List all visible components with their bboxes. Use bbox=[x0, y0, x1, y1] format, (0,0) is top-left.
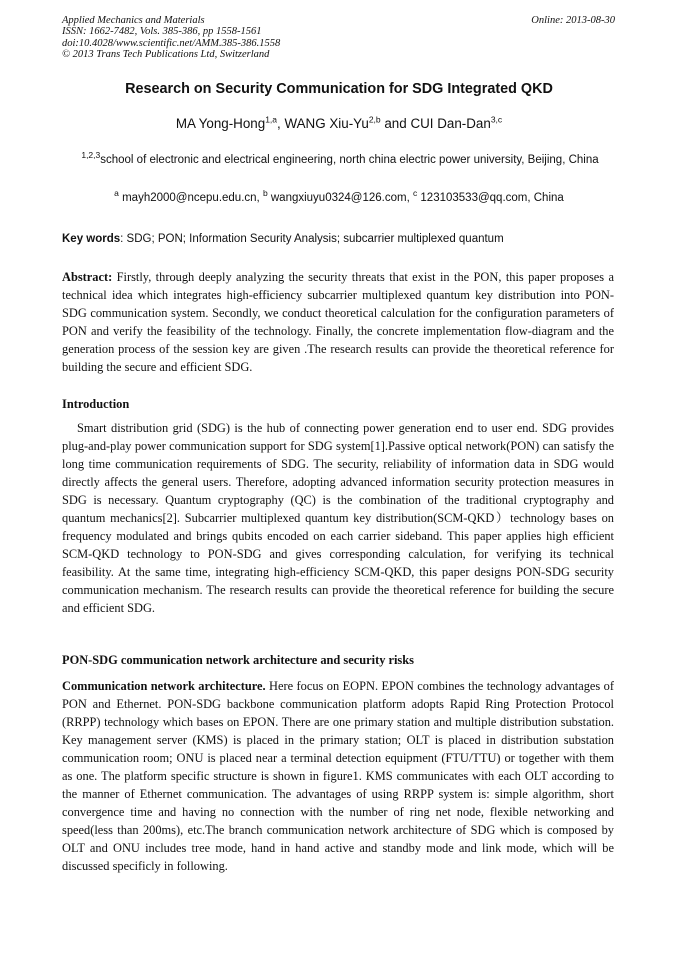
author-separator: , bbox=[277, 116, 285, 131]
abstract-label: Abstract: bbox=[62, 270, 113, 284]
issn-line: ISSN: 1662-7482, Vols. 385-386, pp 1558-1561 bbox=[62, 26, 262, 38]
paper-title: Research on Security Communication for SDG Integrated QKD bbox=[125, 81, 553, 97]
keywords-text: : SDG; PON; Information Security Analysis; subcarrier multiplexed quantum bbox=[120, 233, 504, 245]
online-date: Online: 2013-08-30 bbox=[531, 15, 615, 26]
email-link[interactable]: 123103533@qq.com, China bbox=[417, 192, 564, 204]
author-superscript: 3,c bbox=[490, 114, 503, 125]
abstract-text: Firstly, through deeply analyzing the security threats that exist in the PON, this paper proposes a technical idea which integrates high-efficiency subcarrier multiplexed quantum key distribution into PON-SDG communication system. Secondly, we conduct theoretical calculation for the configuration parameters of PON and verify the feasibility of the technology. Finally, the concrete implementation flow-diagram and the generation process of the session key are given .The research results can provide the theoretical reference for building the secure and efficient SDG. bbox=[62, 270, 614, 374]
journal-header bbox=[62, 15, 280, 61]
email-superscript: b bbox=[262, 188, 268, 199]
architecture-paragraph bbox=[62, 677, 614, 875]
author-name: MA Yong-Hong bbox=[175, 116, 266, 131]
doi-line: doi:10.4028/www.scientific.net/AMM.385-386.1558 bbox=[62, 37, 281, 49]
section-heading: PON-SDG communication network architecture and security risks bbox=[62, 653, 414, 667]
introduction-heading: Introduction bbox=[62, 397, 130, 411]
email-list bbox=[0, 188, 678, 204]
subsection-label: Communication network architecture. bbox=[62, 679, 266, 693]
affiliation-superscript: 1,2,3 bbox=[81, 150, 101, 161]
email-superscript: c bbox=[412, 188, 418, 199]
author-name: CUI Dan-Dan bbox=[410, 116, 491, 131]
author-separator: and bbox=[380, 116, 411, 131]
abstract-paragraph bbox=[62, 268, 614, 376]
architecture-text: Here focus on EOPN. EPON combines the technology advantages of PON and Ethernet. PON-SDG backbone communication platform adopts Rapid Ring Protection Protocol (RRPP) technology which bases on EPON. There are one primary station and multiple distribution substation. Key management server (KMS) is placed in the primary station; OLT is placed in distribution substation communication room; ONU is placed near a terminal detection equipment (FTU/TTU) or together with them as one. The platform specific structure is shown in figure1. KMS communicates with each OLT according to the manner of Ethernet communication. The advantages of using RRPP system is: simple algorithm, short convergence time and having no connection with the number of ring net node, flexible networking and speed(less than 200ms), etc.The branch communication network architecture of SDG which is composed by OLT and ONU includes tree mode, hand in hand active and standby mode and link mode, which will be discussed specificly in following. bbox=[62, 679, 614, 873]
affiliation bbox=[70, 151, 610, 169]
introduction-paragraph: Smart distribution grid (SDG) is the hub of connecting power generation end to user end. SDG provides plug-and-play power communication support for SDG system[1].Passive optical network(PON) can satisfy the long time communication requirements of SDG. The security, reliability of information data in SDG would directly affects the general users. Therefore, adopting advanced information security protection measures in SDG is necessary. Quantum cryptography (QC) is the combination of the traditional cryptography and quantum mechanics[2]. Subcarrier multiplexed quantum key distribution(SCM-QKD）technology bases on frequency modulated and brings qubits encoded on each carrier sideband. This paper applies high efficient SCM-QKD technology to PON-SDG and gives corresponding calculation, for verifying its technical feasibility. At the same time, integrating high-efficiency SCM-QKD, this paper designs PON-SDG security communication mechanism. The research results can provide the theoretical reference for building the secure and efficient SDG. bbox=[62, 421, 614, 615]
author-superscript: 2,b bbox=[368, 114, 381, 125]
email-superscript: a bbox=[114, 188, 119, 199]
author-superscript: 1,a bbox=[265, 114, 278, 125]
copyright-line: © 2013 Trans Tech Publications Ltd, Switzerland bbox=[62, 49, 270, 61]
author-name: WANG Xiu-Yu bbox=[284, 116, 369, 131]
email-link[interactable]: wangxiuyu0324@126.com, bbox=[267, 192, 413, 204]
email-link[interactable]: mayh2000@ncepu.edu.cn, bbox=[118, 192, 263, 204]
journal-name: Applied Mechanics and Materials bbox=[62, 15, 205, 26]
keywords bbox=[62, 233, 616, 245]
author-list bbox=[0, 116, 678, 131]
affiliation-text: school of electronic and electrical engineering, north china electric power university, Beijing, China bbox=[100, 154, 599, 166]
keywords-label: Key words bbox=[62, 233, 121, 245]
